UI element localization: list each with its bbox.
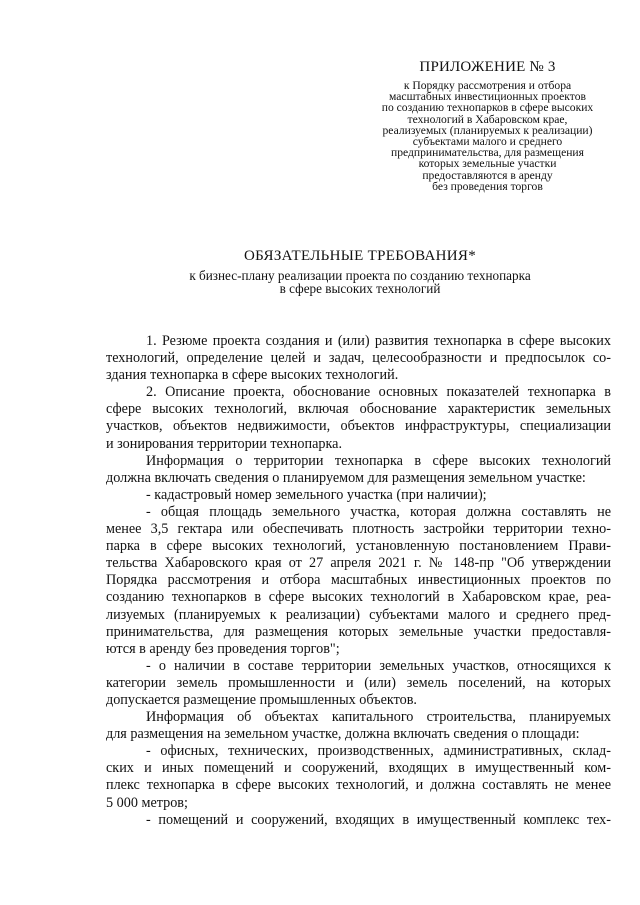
body-line: - общая площадь земельного участка, которая должна составлять не bbox=[146, 503, 611, 520]
body-line: и зонирования территории технопарка. bbox=[106, 435, 342, 452]
body-line: 1. Резюме проекта создания и (или) развития технопарка в сфере высоких bbox=[146, 333, 611, 349]
requirements-subtitle-line: к бизнес-плану реализации проекта по созданию технопарка bbox=[189, 268, 531, 283]
appendix-line: которых земельные участки bbox=[418, 157, 557, 171]
requirements-heading bbox=[60, 247, 640, 295]
body-line: для размещения на земельном участке, должна включать сведения о площади: bbox=[106, 726, 580, 743]
body-line: принимательства, для размещения которых земельные участки предоставля- bbox=[106, 623, 611, 640]
body-line: 5 000 метров; bbox=[106, 794, 188, 811]
body-line: категории земель промышленности и (или) земель поселений, на которых bbox=[106, 674, 611, 691]
appendix-line: без проведения торгов bbox=[432, 179, 543, 193]
body-line: участков, объектов недвижимости, объектов инфраструктуры, специализации bbox=[106, 418, 611, 435]
appendix-line: предпринимательства, для размещения bbox=[391, 146, 584, 160]
body-text bbox=[106, 333, 611, 829]
body-line: ских и иных помещений и сооружений, входящих в имущественный ком- bbox=[106, 760, 611, 777]
body-line: парка в сфере высоких технологий, установленную постановлением Прави- bbox=[106, 538, 611, 555]
body-line: лизуемых (планируемых к реализации) субъектами малого и среднего пред- bbox=[106, 606, 611, 623]
body-line: плекс технопарка в сфере высоких технологий, и должна составлять не менее bbox=[106, 777, 611, 794]
appendix-line: предоставляются в аренду bbox=[422, 168, 553, 182]
body-line: - офисных, технических, производственных, административных, склад- bbox=[146, 743, 611, 760]
body-line: допускается размещение промышленных объектов. bbox=[106, 691, 417, 708]
body-line: Информация о территории технопарка в сфере высоких технологий bbox=[146, 452, 611, 469]
appendix-line: по созданию технопарков в сфере высоких bbox=[381, 101, 594, 115]
body-line: - кадастровый номер земельного участка (при наличии); bbox=[146, 486, 487, 503]
body-line: технологий, определение целей и задач, целесообразности и предпосылок со- bbox=[106, 350, 611, 367]
body-line: здания технопарка в сфере высоких технологий. bbox=[106, 367, 399, 384]
appendix-line: технологий в Хабаровском крае, bbox=[407, 112, 568, 126]
body-line: сфере высоких технологий, включая обоснование характеристик земельных bbox=[106, 401, 611, 418]
appendix-line: реализуемых (планируемых к реализации) bbox=[382, 123, 593, 137]
requirements-subtitle-line: в сфере высоких технологий bbox=[279, 281, 441, 296]
appendix-block bbox=[360, 58, 615, 192]
appendix-line: масштабных инвестиционных проектов bbox=[389, 90, 586, 104]
body-line: - помещений и сооружений, входящих в имущественный комплекс тех- bbox=[146, 811, 611, 828]
body-line: созданию технопарков в сфере высоких технологий в Хабаровском крае, реа- bbox=[106, 589, 611, 606]
body-line: Информация об объектах капитального строительства, планируемых bbox=[146, 709, 611, 726]
body-line: Порядка рассмотрения и отбора масштабных инвестиционных проектов по bbox=[106, 572, 611, 589]
appendix-title: ПРИЛОЖЕНИЕ № 3 bbox=[419, 59, 556, 75]
body-line: тельства Хабаровского края от 27 апреля 2021 г. № 148-пр "Об утверждении bbox=[106, 555, 611, 572]
body-line: 2. Описание проекта, обоснование основных показателей технопарка в bbox=[146, 384, 611, 401]
body-line: должна включать сведения о планируемом для размещения земельном участке: bbox=[106, 469, 586, 486]
requirements-title: ОБЯЗАТЕЛЬНЫЕ ТРЕБОВАНИЯ* bbox=[244, 248, 476, 264]
appendix-line: субъектами малого и среднего bbox=[412, 135, 563, 149]
body-line: менее 3,5 гектара или обеспечивать плотность застройки территории техно- bbox=[106, 521, 611, 538]
body-line: ются в аренду без проведения торгов"; bbox=[106, 640, 340, 657]
appendix-line: к Порядку рассмотрения и отбора bbox=[403, 79, 572, 92]
body-line: - о наличии в составе территории земельных участков, относящихся к bbox=[146, 657, 611, 674]
